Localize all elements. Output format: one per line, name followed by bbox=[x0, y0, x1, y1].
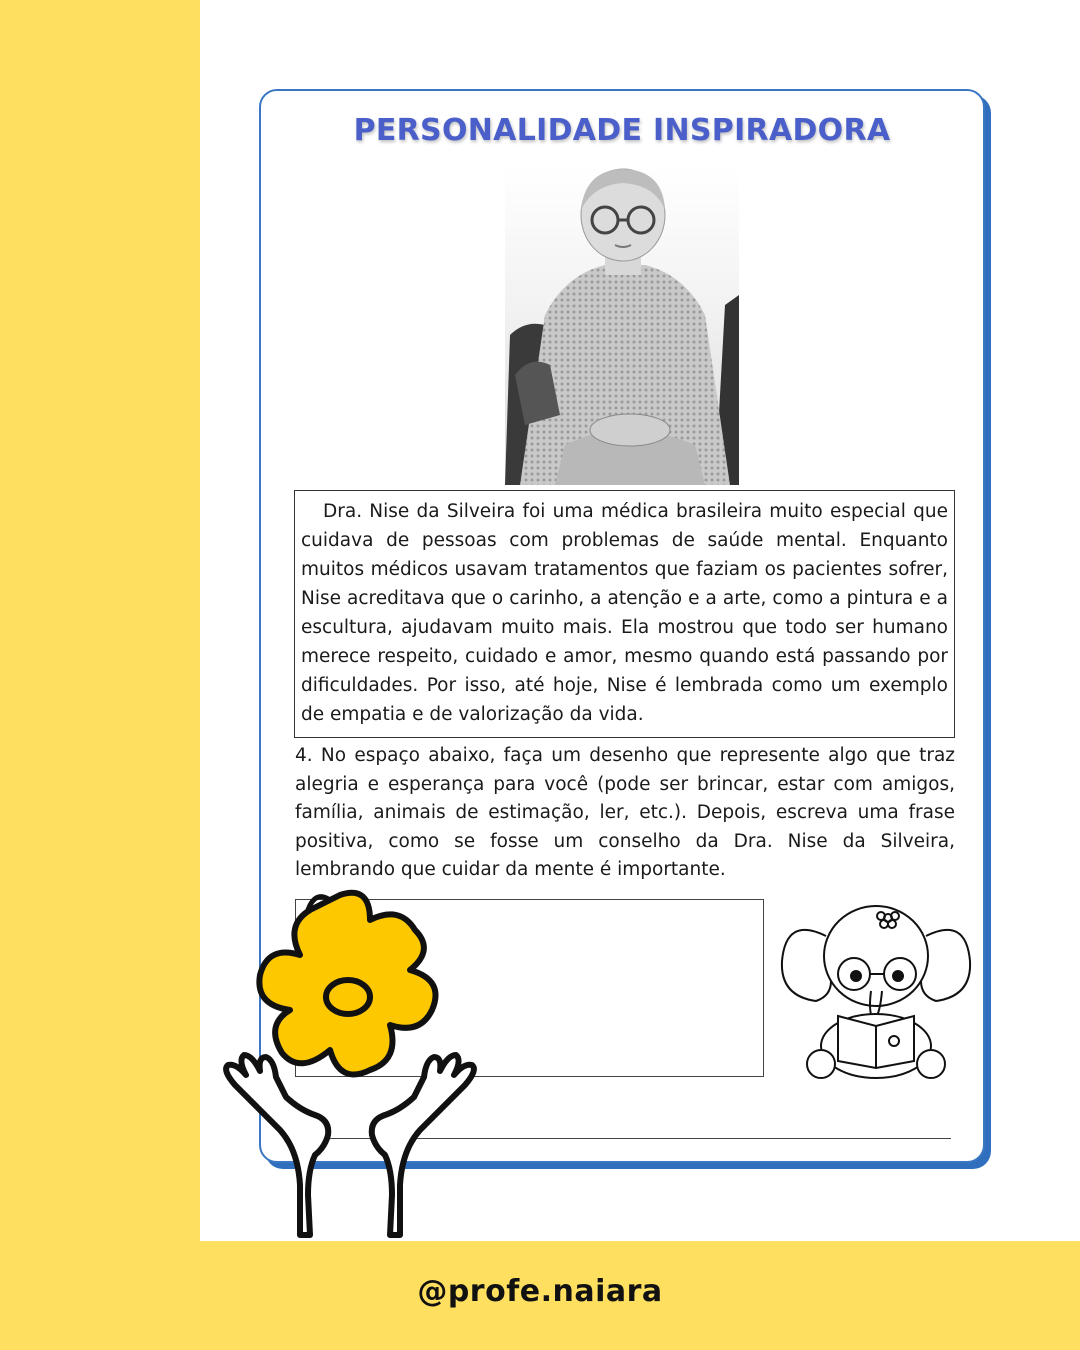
reading-elephant-icon bbox=[776, 896, 976, 1082]
activity-question: 4. No espaço abaixo, faça um desenho que represente algo que traz alegria e esperança para você (pode ser brincar, estar com amigos, família, animais de estimação, ler, etc.). Depois, escreva uma frase positiva, como se fosse um conselho da Dra. Nise da Silveira, lembrando que cuidar da mente é importante. bbox=[295, 745, 955, 880]
page-title: PERSONALIDADE INSPIRADORA bbox=[353, 113, 891, 148]
biography-text: Dra. Nise da Silveira foi uma médica brasileira muito especial que cuidava de pessoas com problemas de saúde mental. Enquanto muitos médicos usavam tratamentos que faziam os pacientes sofrer, Nise acreditava que o carinho, a atenção e a arte, como a pintura e a escultura, ajudavam muito mais. Ela mostrou que todo ser humano merece respeito, cuidado e amor, mesmo quando está passando por dificuldades. Por isso, até hoje, Nise é lembrada como um exemplo de empatia e de valorização da vida. bbox=[301, 501, 948, 725]
biography-box bbox=[294, 490, 955, 738]
flower-in-hands-icon bbox=[220, 885, 480, 1245]
yellow-side-band bbox=[0, 0, 200, 1350]
instagram-handle: @profe.naiara bbox=[417, 1274, 663, 1309]
portrait-photo bbox=[505, 165, 739, 485]
